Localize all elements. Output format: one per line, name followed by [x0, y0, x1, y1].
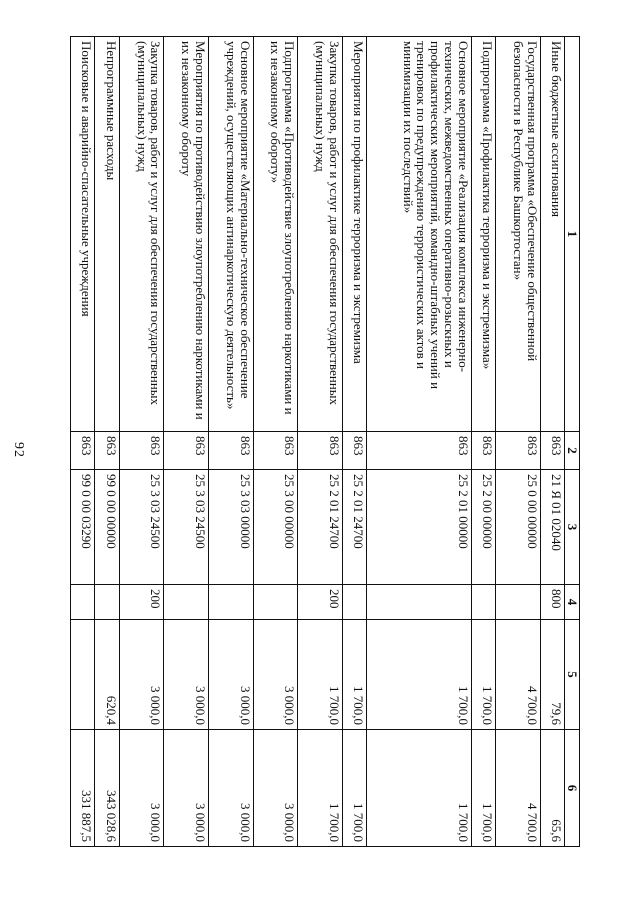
row-name: Подпрограмма «Профилактика терроризма и экстремизма» — [471, 37, 495, 432]
row-csr: 99 0 00 00000 — [95, 470, 119, 585]
row-grbs: 863 — [71, 432, 95, 470]
column-header: 3 — [565, 470, 580, 585]
column-header: 1 — [565, 37, 580, 432]
row-name: Мероприятия по профилактике терроризма и экстремизма — [342, 37, 366, 432]
table-row — [367, 37, 472, 847]
row-sum-5: 620,4 — [95, 620, 119, 730]
row-name: Поисковые и аварийно-спасательные учреждения — [71, 37, 95, 432]
column-header: 2 — [565, 432, 580, 470]
row-name: Непрограммные расходы — [95, 37, 119, 432]
row-name: Подпрограмма «Противодействие злоупотреблению наркотиками и их незаконному обороту» — [253, 37, 298, 432]
row-grbs: 863 — [95, 432, 119, 470]
row-sum-6: 65,6 — [540, 730, 564, 847]
row-sum-5: 1 700,0 — [367, 620, 472, 730]
row-vr — [471, 585, 495, 620]
column-header: 5 — [565, 620, 580, 730]
row-sum-6: 1 700,0 — [367, 730, 472, 847]
table-header-row — [565, 37, 580, 847]
table-row — [471, 37, 495, 847]
row-csr: 25 3 03 00000 — [208, 470, 253, 585]
row-vr: 200 — [298, 585, 343, 620]
row-grbs: 863 — [253, 432, 298, 470]
table-row — [119, 37, 164, 847]
row-sum-5: 1 700,0 — [342, 620, 366, 730]
row-sum-6: 1 700,0 — [298, 730, 343, 847]
row-name: Государственная программа «Обеспечение общественной безопасности в Республике Башкортостан» — [496, 37, 541, 432]
budget-table-container — [70, 36, 580, 846]
row-csr: 99 0 00 03290 — [71, 470, 95, 585]
row-sum-5: 1 700,0 — [471, 620, 495, 730]
row-sum-6: 3 000,0 — [253, 730, 298, 847]
row-name: Мероприятия по противодействию злоупотреблению наркотиками и их незаконному обороту — [164, 37, 209, 432]
table-row — [164, 37, 209, 847]
row-sum-6: 3 000,0 — [119, 730, 164, 847]
row-vr — [253, 585, 298, 620]
row-sum-6: 343 028,6 — [95, 730, 119, 847]
row-csr: 25 2 01 24700 — [298, 470, 343, 585]
row-vr — [164, 585, 209, 620]
row-sum-6: 3 000,0 — [208, 730, 253, 847]
row-grbs: 863 — [367, 432, 472, 470]
row-grbs: 863 — [208, 432, 253, 470]
row-name: Закупка товаров, работ и услуг для обеспечения государственных (муниципальных) нужд — [298, 37, 343, 432]
table-row — [95, 37, 119, 847]
row-vr — [496, 585, 541, 620]
row-grbs: 863 — [496, 432, 541, 470]
row-vr: 200 — [119, 585, 164, 620]
row-grbs: 863 — [342, 432, 366, 470]
column-header: 4 — [565, 585, 580, 620]
row-grbs: 863 — [540, 432, 564, 470]
page-number: 92 — [11, 442, 26, 458]
column-header: 6 — [565, 730, 580, 847]
table-row — [540, 37, 564, 847]
row-vr — [342, 585, 366, 620]
row-sum-6: 331 887,5 — [71, 730, 95, 847]
row-csr: 25 3 03 24500 — [164, 470, 209, 585]
row-grbs: 863 — [298, 432, 343, 470]
row-sum-5: 3 000,0 — [208, 620, 253, 730]
row-name: Основное мероприятие «Реализация комплекса инженерно-технических, межведомственных оперативно-розыскных и профилактических мероприятий, командно-штабных учений и тренировок по предупреждению террористических актов и минимизации их последствий» — [367, 37, 472, 432]
row-vr — [95, 585, 119, 620]
budget-table — [70, 36, 580, 847]
table-row — [208, 37, 253, 847]
row-name: Иные бюджетные ассигнования — [540, 37, 564, 432]
row-grbs: 863 — [164, 432, 209, 470]
row-sum-6: 3 000,0 — [164, 730, 209, 847]
row-sum-6: 4 700,0 — [496, 730, 541, 847]
row-sum-5: 1 700,0 — [298, 620, 343, 730]
row-vr — [367, 585, 472, 620]
row-sum-5: 79,6 — [540, 620, 564, 730]
row-vr: 800 — [540, 585, 564, 620]
row-sum-6: 1 700,0 — [342, 730, 366, 847]
row-csr: 25 2 01 24700 — [342, 470, 366, 585]
row-csr: 25 0 00 00000 — [496, 470, 541, 585]
table-row — [496, 37, 541, 847]
row-csr: 21 Я 01 02040 — [540, 470, 564, 585]
row-name: Закупка товаров, работ и услуг для обеспечения государственных (муниципальных) нужд — [119, 37, 164, 432]
row-grbs: 863 — [471, 432, 495, 470]
row-sum-5: 3 000,0 — [164, 620, 209, 730]
table-row — [253, 37, 298, 847]
row-sum-6: 1 700,0 — [471, 730, 495, 847]
table-row — [298, 37, 343, 847]
row-sum-5: 3 000,0 — [119, 620, 164, 730]
row-csr: 25 3 00 00000 — [253, 470, 298, 585]
table-row — [342, 37, 366, 847]
row-sum-5 — [71, 620, 95, 730]
row-sum-5: 3 000,0 — [253, 620, 298, 730]
row-vr — [208, 585, 253, 620]
row-vr — [71, 585, 95, 620]
row-name: Основное мероприятие «Материально-техническое обеспечение учреждений, осуществляющих антинаркотическую деятельность» — [208, 37, 253, 432]
row-csr: 25 3 03 24500 — [119, 470, 164, 585]
row-grbs: 863 — [119, 432, 164, 470]
row-csr: 25 2 00 00000 — [471, 470, 495, 585]
row-sum-5: 4 700,0 — [496, 620, 541, 730]
row-csr: 25 2 01 00000 — [367, 470, 472, 585]
table-row — [71, 37, 95, 847]
